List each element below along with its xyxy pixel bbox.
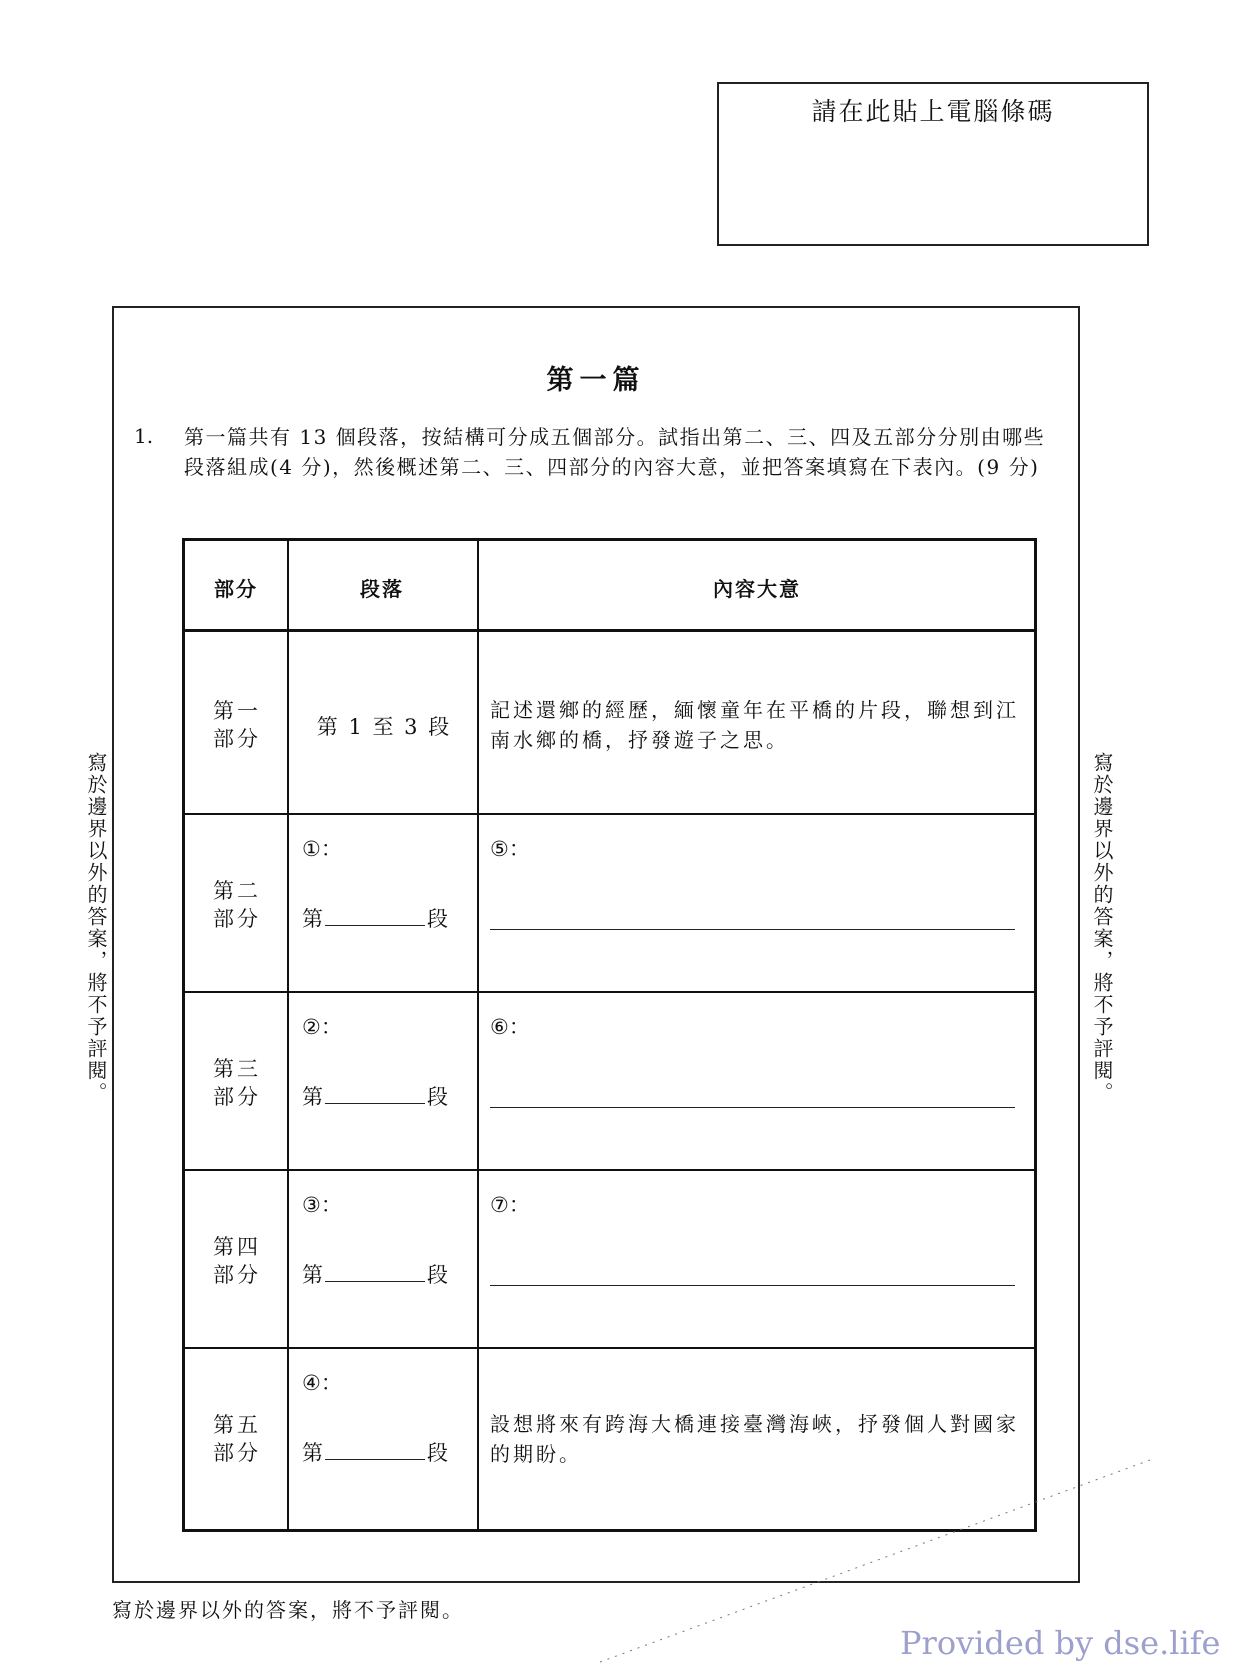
row-1-paragraphs: 第 1 至 3 段	[316, 715, 452, 739]
question-text: 第一篇共有 13 個段落，按結構可分成五個部分。試指出第二、三、四及五部分分別由哪些段落組成(4 分)，然後概述第二、三、四部分的內容大意，並把答案填寫在下表內。(9 分)	[184, 425, 1046, 479]
header-part: 部分	[214, 577, 258, 601]
para-suffix: 段	[427, 1441, 448, 1465]
section-title: 第一篇	[546, 365, 646, 396]
blank-marker: ④：	[302, 1371, 342, 1395]
para-prefix: 第	[302, 1263, 323, 1287]
row-5-summary: 設想將來有跨海大橋連接臺灣海峽，抒發個人對國家的期盼。	[490, 1412, 1019, 1466]
para-prefix: 第	[302, 1441, 323, 1465]
barcode-label: 請在此貼上電腦條碼	[811, 97, 1055, 126]
part-label: 第三 部分	[213, 1057, 261, 1109]
row-1-summary: 記述還鄉的經歷，緬懷童年在平橋的片段，聯想到江南水鄉的橋，抒發遊子之思。	[490, 698, 1019, 752]
blank-marker: ⑦：	[490, 1193, 530, 1217]
blank-marker: ③：	[302, 1193, 342, 1217]
left-margin-note: 寫於邊界以外的答案，將不予評閱。	[84, 752, 108, 1104]
para-suffix: 段	[427, 1085, 448, 1109]
para-prefix: 第	[302, 907, 323, 931]
para-suffix: 段	[427, 1263, 448, 1287]
right-margin-note: 寫於邊界以外的答案，將不予評閱。	[1090, 752, 1114, 1104]
blank-marker: ①：	[302, 837, 342, 861]
blank-marker: ⑤：	[490, 837, 530, 861]
part-label: 第二 部分	[213, 879, 261, 931]
footer-note: 寫於邊界以外的答案，將不予評閱。	[112, 1598, 464, 1622]
header-paragraphs: 段落	[360, 577, 404, 601]
para-suffix: 段	[427, 907, 448, 931]
watermark: Provided by dse.life	[900, 1624, 1221, 1662]
question-number: 1.	[134, 424, 154, 448]
blank-marker: ⑥：	[490, 1015, 530, 1039]
blank-marker: ②：	[302, 1015, 342, 1039]
header-summary: 內容大意	[713, 577, 801, 601]
part-label: 第四 部分	[213, 1235, 261, 1287]
para-prefix: 第	[302, 1085, 323, 1109]
part-label: 第一 部分	[213, 699, 261, 751]
part-label: 第五 部分	[213, 1413, 261, 1465]
